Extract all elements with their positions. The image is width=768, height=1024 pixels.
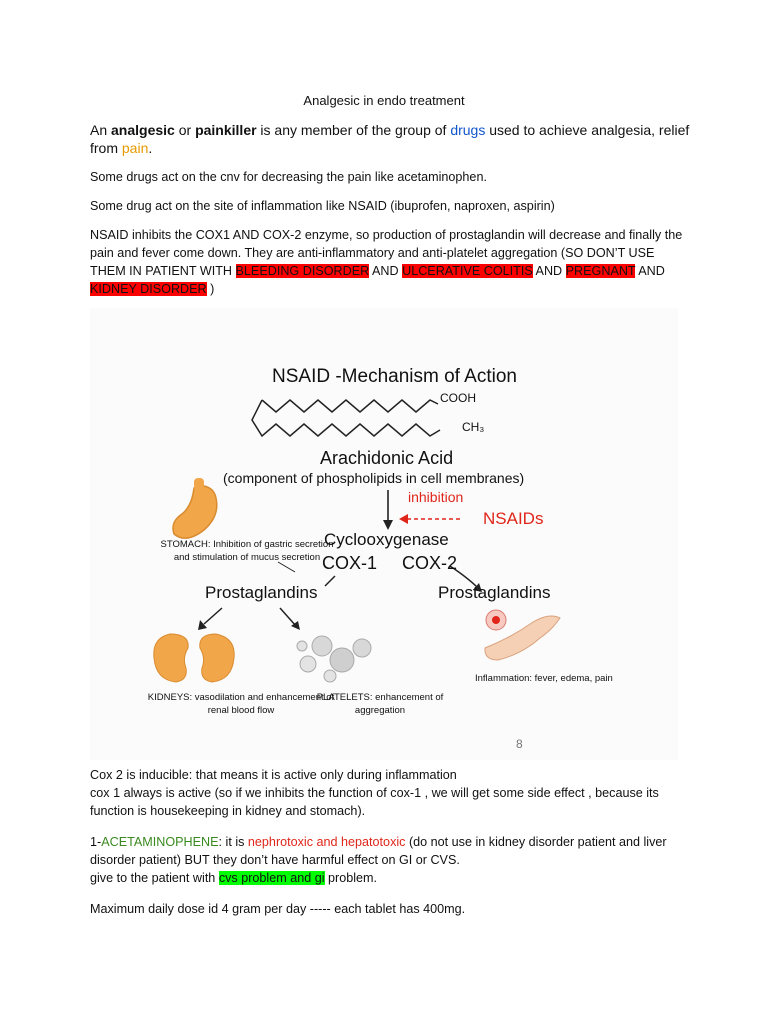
cyclooxygenase-label: Cyclooxygenase bbox=[324, 530, 449, 549]
inflammation-site-line: Some drug act on the site of inflammation like NSAID (ibuprofen, naproxen, aspirin) bbox=[90, 199, 555, 213]
acetaminophen-give-line bbox=[90, 869, 690, 887]
and-text: AND bbox=[369, 264, 403, 278]
prostaglandins-left-label: Prostaglandins bbox=[205, 583, 318, 602]
arrow-platelets bbox=[280, 608, 296, 626]
drugs-link[interactable]: drugs bbox=[450, 122, 486, 138]
acet-text: (do not use in kidney disorder patient and liver disorder patient) BUT they don’t have harmful effect on GI or CVS. bbox=[90, 835, 667, 867]
kidney-icon-right bbox=[200, 634, 234, 682]
analgesic-term: analgesic bbox=[111, 122, 175, 138]
inhibition-arrow-head bbox=[399, 514, 408, 524]
highlight-pregnant: PREGNANT bbox=[565, 264, 636, 278]
nsaids-label: NSAIDs bbox=[483, 509, 544, 528]
intro-text: used to achieve analgesia, relief from bbox=[90, 122, 690, 156]
figure-title: NSAID -Mechanism of Action bbox=[272, 366, 517, 387]
acet-text: : it is bbox=[218, 835, 248, 849]
dose-line: Maximum daily dose id 4 gram per day ----- each tablet has 400mg. bbox=[90, 902, 466, 916]
stomach-caption: STOMACH: Inhibition of gastric secretion and stimulation of mucus secretion bbox=[160, 539, 334, 563]
give-text: give to the patient with bbox=[90, 871, 219, 885]
stomach-icon-esophagus bbox=[194, 478, 204, 492]
nsaid-mechanism-figure bbox=[90, 308, 678, 760]
platelets-caption: PLATELETS: enhancement of aggregation bbox=[316, 692, 444, 716]
prostaglandins-right-label: Prostaglandins bbox=[438, 583, 551, 602]
highlight-bleeding-disorder: BLEEDING DISORDER bbox=[235, 264, 370, 278]
and-text: AND bbox=[635, 264, 665, 278]
cox1-line: cox 1 always is active (so if we inhibits the function of cox-1 , we will get some side effect , because its function is housekeeping in kidney and stomach). bbox=[90, 786, 659, 818]
acetaminophen-paragraph bbox=[90, 833, 690, 887]
nsaid-text: NSAID inhibits the COX1 AND COX-2 enzyme, so production of prostaglandin will decrease and finally the pain and fever come down. They are anti-inflammatory and anti-platelet aggregation (SO DON’T USE THEM IN PATIENT WITH bbox=[90, 228, 683, 278]
arrow-kidney-head bbox=[198, 620, 207, 630]
arachidonic-structure-top bbox=[262, 400, 438, 412]
pain-link[interactable]: pain bbox=[121, 140, 149, 156]
intro-text: . bbox=[148, 140, 153, 156]
inhibition-label: inhibition bbox=[408, 489, 464, 505]
arachidonic-acid-label: Arachidonic Acid bbox=[320, 448, 454, 468]
inflammation-caption: Inflammation: fever, edema, pain bbox=[475, 673, 613, 684]
intro-text: is any member of the group of bbox=[256, 122, 451, 138]
cooh-label: COOH bbox=[440, 391, 476, 405]
intro-text: An bbox=[90, 122, 112, 138]
painkiller-term: painkiller bbox=[195, 122, 257, 138]
kidneys-caption: KIDNEYS: vasodilation and enhancement of renal blood flow bbox=[147, 692, 335, 716]
arrow-kidney bbox=[204, 608, 222, 624]
give-end-text: problem. bbox=[324, 871, 378, 885]
arachidonic-structure-bottom bbox=[252, 400, 440, 436]
highlight-ulcerative-colitis: ULCERATIVE COLITIS bbox=[402, 264, 533, 278]
intro-paragraph bbox=[90, 121, 690, 157]
toxicity-term: nephrotoxic and hepatotoxic bbox=[247, 835, 406, 849]
arrow-cox1 bbox=[325, 576, 335, 586]
platelets-icon bbox=[297, 636, 371, 682]
acetaminophen-term: ACETAMINOPHENE bbox=[101, 835, 219, 849]
acetaminophen-main bbox=[90, 833, 690, 869]
and-text: AND bbox=[532, 264, 566, 278]
cox2-label: COX-2 bbox=[402, 553, 458, 573]
cox1-label: COX-1 bbox=[322, 553, 378, 573]
nsaid-end-text: ) bbox=[206, 282, 215, 296]
kidney-icon-left bbox=[154, 634, 188, 682]
inflammation-icon bbox=[485, 610, 560, 660]
highlight-kidney-disorder: KIDNEY DISORDER bbox=[90, 282, 207, 296]
arachidonic-subtitle: (component of phospholipids in cell membranes) bbox=[223, 470, 525, 486]
nsaid-paragraph bbox=[90, 226, 685, 298]
cox2-line: Cox 2 is inducible: that means it is active only during inflammation bbox=[90, 768, 457, 782]
document-title: Analgesic in endo treatment bbox=[303, 93, 465, 108]
slide-page-number: 8 bbox=[516, 737, 523, 751]
highlight-cvs-gi: cvs problem and gi bbox=[218, 871, 325, 885]
ch3-label: CH₃ bbox=[462, 420, 485, 434]
list-number: 1- bbox=[90, 835, 102, 849]
cnv-line: Some drugs act on the cnv for decreasing the pain like acetaminophen. bbox=[90, 170, 487, 184]
cox-paragraph bbox=[90, 766, 690, 820]
arrow-to-cox-head bbox=[383, 520, 393, 530]
intro-text: or bbox=[174, 122, 196, 138]
stomach-icon bbox=[173, 486, 217, 538]
